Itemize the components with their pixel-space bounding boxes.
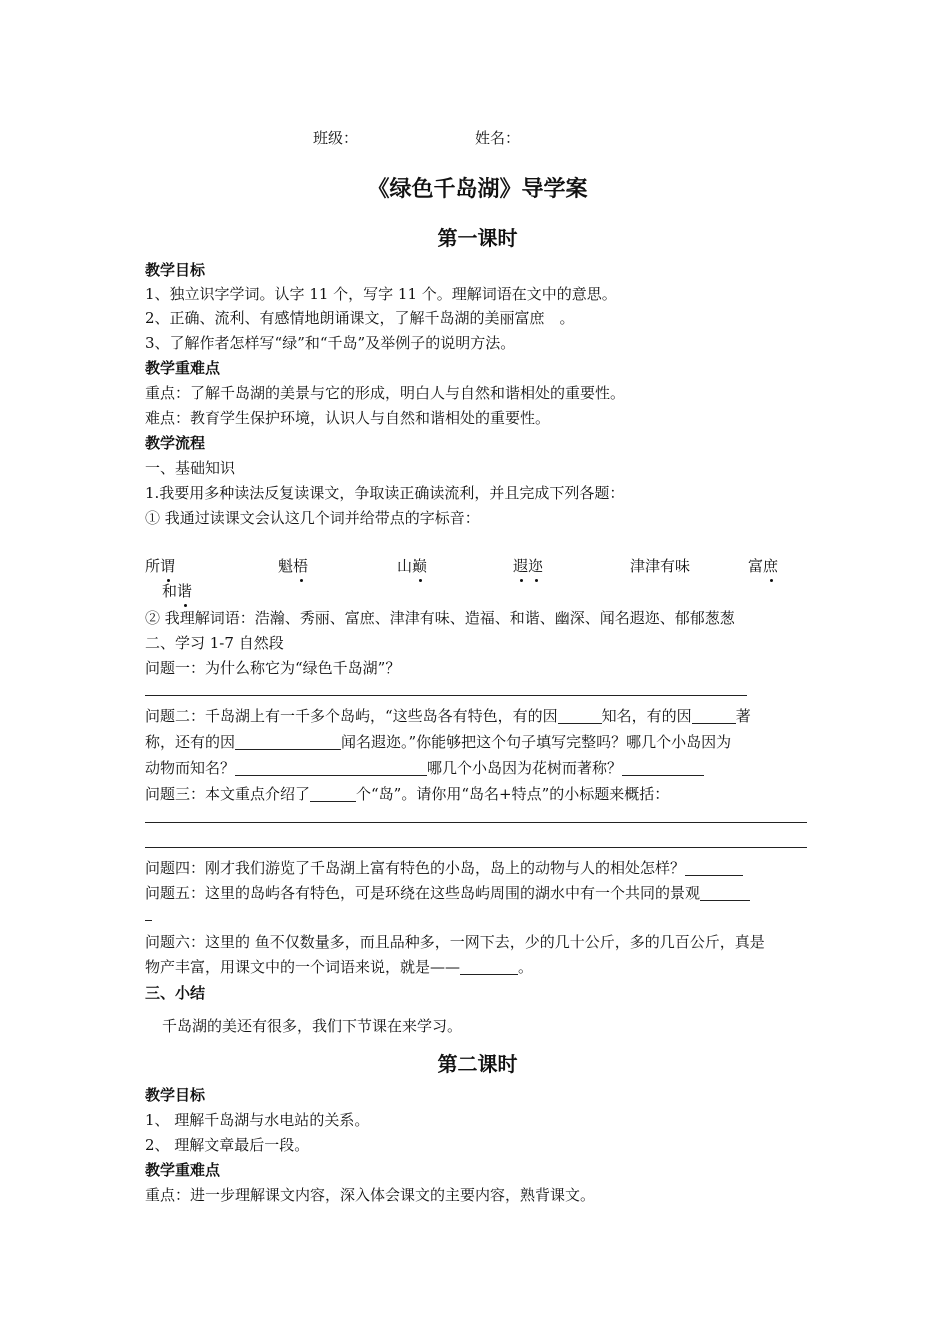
answer-blank[interactable]	[235, 759, 427, 776]
lesson2-goal-1: 1、 理解千岛湖与水电站的关系。	[145, 1111, 370, 1129]
lesson1-difficulty: 难点：教育学生保护环境，认识人与自然和谐相处的重要性。	[145, 409, 551, 427]
question-3: 问题三：本文重点介绍了 个“岛”。请你用“岛名+特点”的小标题来概括：	[145, 785, 670, 803]
lesson1-key-heading: 教学重难点	[145, 359, 221, 377]
word-item: 遐迩	[513, 557, 544, 575]
lesson2-key-point: 重点：进一步理解课文内容，深入体会课文的主要内容，熟背课文。	[145, 1186, 596, 1204]
lesson2-key-heading: 教学重难点	[145, 1161, 221, 1179]
lesson1-goal-1: 1、独立识字学词。认字 11 个，写字 11 个。理解词语在文中的意思。	[145, 285, 617, 303]
question-6-line-2: 物产丰富，用课文中的一个词语来说，就是—— 。	[145, 958, 534, 976]
question-2-line-3: 动物而知名？ 哪几个小岛因为花树而著称？	[145, 757, 704, 779]
task-1: 1.我要用多种读法反复读课文，争取读正确读流利，并且完成下列各题：	[145, 484, 625, 502]
part1-heading: 一、基础知识	[145, 459, 236, 477]
word-item: 和谐	[162, 582, 193, 600]
emphasis-dot	[419, 579, 422, 582]
class-label: 班级：	[313, 129, 359, 147]
word-item: 富庶	[748, 557, 779, 575]
question-2-line-1: 问题二：千岛湖上有一千多个岛屿，“这些岛各有特色，有的因 知名，有的因 著	[145, 707, 751, 725]
question-5: 问题五：这里的岛屿各有特色，可是环绕在这些岛屿周围的湖水中有一个共同的景观	[145, 882, 750, 904]
part3-heading: 三、小结	[145, 984, 206, 1002]
lesson1-goal-3: 3、了解作者怎样写“绿”和“千岛”及举例子的说明方法。	[145, 334, 516, 352]
lesson2-goals-heading: 教学目标	[145, 1086, 206, 1104]
word-item: 所谓	[145, 557, 176, 575]
word-item: 魁梧	[278, 557, 309, 575]
emphasis-dot	[535, 579, 538, 582]
lesson2-heading: 第二课时	[437, 1052, 518, 1076]
answer-blank[interactable]	[310, 785, 356, 802]
question-4: 问题四：刚才我们游览了千岛湖上富有特色的小岛，岛上的动物与人的相处怎样？	[145, 857, 743, 879]
summary-text: 千岛湖的美还有很多，我们下节课在来学习。	[162, 1017, 463, 1035]
part2-heading: 二、学习 1-7 自然段	[145, 634, 284, 652]
word-item: 津津有味	[630, 557, 691, 575]
emphasis-dot	[300, 579, 303, 582]
lesson1-goals-heading: 教学目标	[145, 261, 206, 279]
answer-blank[interactable]	[685, 859, 743, 876]
lesson1-goal-2: 2、正确、流利、有感情地朗诵课文，了解千岛湖的美丽富庶 。	[145, 309, 575, 327]
answer-line[interactable]	[145, 847, 807, 848]
answer-line[interactable]	[145, 822, 807, 823]
lesson1-key-point: 重点：了解千岛湖的美景与它的形成，明白人与自然和谐相处的重要性。	[145, 384, 626, 402]
lesson1-process-heading: 教学流程	[145, 434, 206, 452]
lesson1-heading: 第一课时	[437, 226, 518, 250]
answer-line[interactable]	[145, 695, 747, 696]
task-1b: ② 我理解词语：浩瀚、秀丽、富庶、津津有味、造福、和谐、幽深、闻名遐迩、郁郁葱葱	[145, 609, 735, 627]
document-title: 《绿色千岛湖》导学案	[367, 176, 588, 202]
word-item: 山巅	[397, 557, 428, 575]
question-2-line-2: 称，还有的因 闻名遐迩。”你能够把这个句子填写完整吗？哪几个小岛因为	[145, 733, 732, 751]
lesson2-goal-2: 2、 理解文章最后一段。	[145, 1136, 310, 1154]
answer-blank[interactable]	[558, 707, 602, 724]
emphasis-dot	[520, 579, 523, 582]
name-label: 姓名：	[475, 129, 521, 147]
emphasis-dot	[770, 579, 773, 582]
answer-blank[interactable]	[460, 958, 518, 975]
question-6-line-1: 问题六：这里的 鱼不仅数量多，而且品种多，一网下去，少的几十公斤，多的几百公斤，真是	[145, 933, 765, 951]
answer-blank[interactable]	[692, 707, 736, 724]
answer-line[interactable]	[145, 920, 152, 921]
task-1a: ① 我通过读课文会认这几个词并给带点的字标音：	[145, 509, 480, 527]
question-1: 问题一：为什么称它为“绿色千岛湖”？	[145, 659, 401, 677]
answer-blank[interactable]	[700, 884, 750, 901]
answer-blank[interactable]	[235, 733, 341, 750]
answer-blank[interactable]	[622, 759, 704, 776]
